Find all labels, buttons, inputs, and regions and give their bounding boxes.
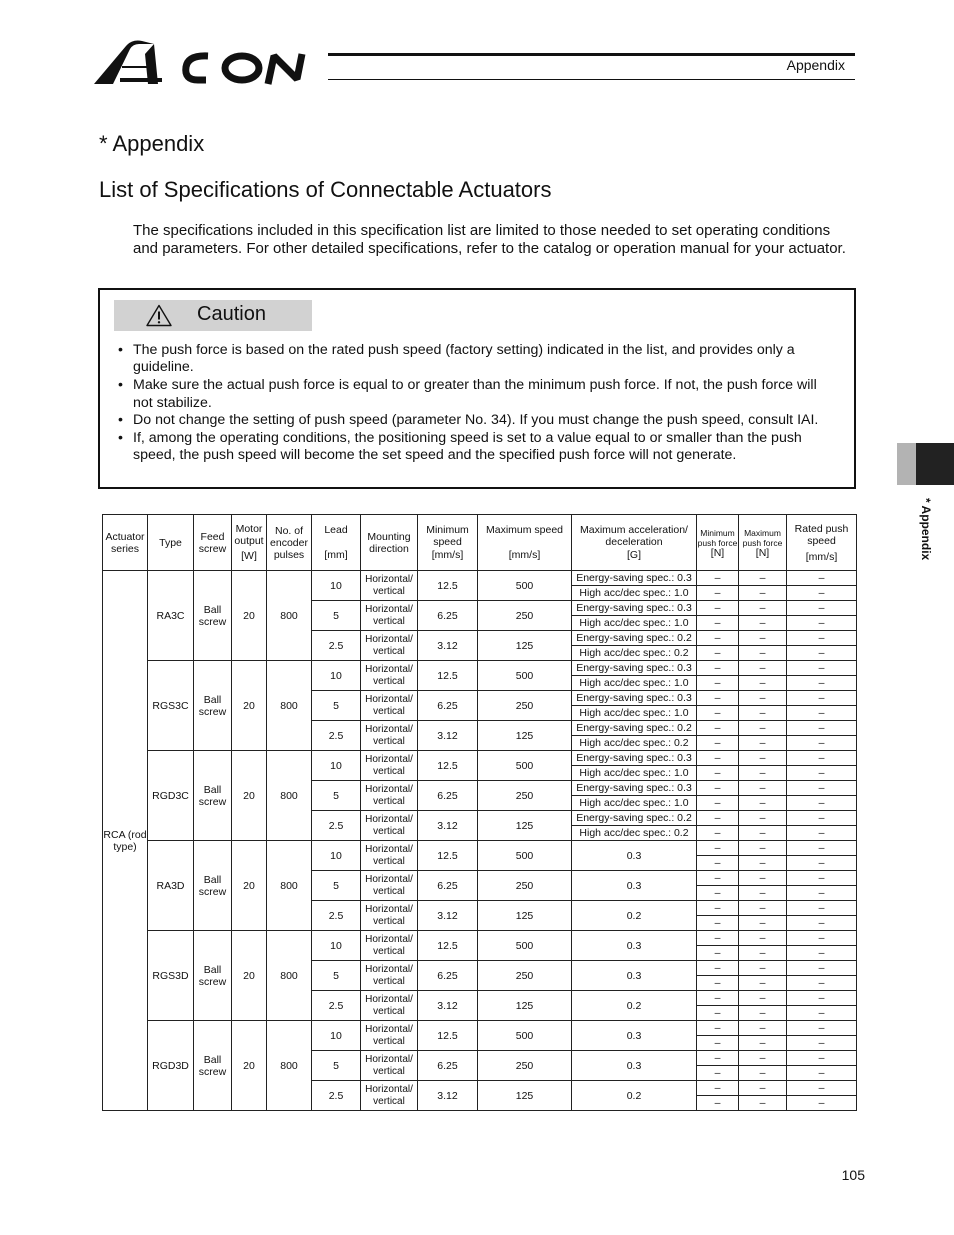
spec-table [102, 514, 857, 1111]
acceleration-cell: 0.3 [572, 1051, 697, 1081]
min-push-force-cell: – [697, 1021, 739, 1036]
min-push-force-cell: – [697, 676, 739, 691]
max-push-force-cell: – [739, 871, 787, 886]
min-push-force-cell: – [697, 886, 739, 901]
rated-push-speed-cell: – [787, 991, 857, 1006]
type-cell: RA3D [148, 841, 194, 931]
type-cell: RGD3C [148, 751, 194, 841]
caution-box [98, 288, 856, 489]
max-push-force-cell: – [739, 901, 787, 916]
header-motor-output: Motor output [W] [232, 515, 267, 571]
rated-push-speed-cell: – [787, 691, 857, 706]
lead-cell: 5 [312, 871, 361, 901]
lead-cell: 10 [312, 661, 361, 691]
max-speed-cell: 500 [478, 841, 572, 871]
acceleration-cell: 0.2 [572, 991, 697, 1021]
acceleration-cell: 0.2 [572, 901, 697, 931]
lead-cell: 2.5 [312, 631, 361, 661]
min-push-force-cell: – [697, 616, 739, 631]
feed-screw-cell: Ball screw [194, 661, 232, 751]
rated-push-speed-cell: – [787, 826, 857, 841]
caution-item: • The push force is based on the rated push speed (factory setting) indicated in the list, and provides only a guideline. [133, 342, 833, 377]
acceleration-cell: 0.3 [572, 841, 697, 871]
acceleration-cell: Energy-saving spec.: 0.3 [572, 661, 697, 676]
rated-push-speed-cell: – [787, 571, 857, 586]
max-push-force-cell: – [739, 811, 787, 826]
type-cell: RGS3C [148, 661, 194, 751]
min-speed-cell: 3.12 [418, 811, 478, 841]
feed-screw-cell: Ball screw [194, 571, 232, 661]
rated-push-speed-cell: – [787, 871, 857, 886]
header-section-label: Appendix [786, 57, 845, 73]
min-speed-cell: 3.12 [418, 631, 478, 661]
max-push-force-cell: – [739, 961, 787, 976]
max-push-force-cell: – [739, 1081, 787, 1096]
rated-push-speed-cell: – [787, 1036, 857, 1051]
lead-cell: 10 [312, 1021, 361, 1051]
max-push-force-cell: – [739, 856, 787, 871]
min-speed-cell: 12.5 [418, 931, 478, 961]
rated-push-speed-cell: – [787, 931, 857, 946]
side-tab-light [897, 443, 916, 485]
rated-push-speed-cell: – [787, 736, 857, 751]
min-push-force-cell: – [697, 721, 739, 736]
acceleration-cell: 0.3 [572, 961, 697, 991]
table-row [103, 571, 857, 586]
min-push-force-cell: – [697, 916, 739, 931]
min-push-force-cell: – [697, 631, 739, 646]
rated-push-speed-cell: – [787, 1051, 857, 1066]
rated-push-speed-cell: – [787, 706, 857, 721]
header-type: Type [148, 515, 194, 571]
mounting-direction-cell: Horizontal/ vertical [361, 631, 418, 661]
max-push-force-cell: – [739, 1096, 787, 1111]
intro-paragraph: The specifications included in this specification list are limited to those needed to set operating conditions and parameters. For other detailed specifications, refer to the catalog or operation manual for your actuator. [133, 222, 846, 257]
rated-push-speed-cell: – [787, 1096, 857, 1111]
rated-push-speed-cell: – [787, 676, 857, 691]
lead-cell: 5 [312, 601, 361, 631]
table-row [103, 1021, 857, 1036]
type-cell: RA3C [148, 571, 194, 661]
min-speed-cell: 3.12 [418, 901, 478, 931]
min-push-force-cell: – [697, 601, 739, 616]
rated-push-speed-cell: – [787, 781, 857, 796]
mounting-direction-cell: Horizontal/ vertical [361, 661, 418, 691]
rated-push-speed-cell: – [787, 886, 857, 901]
max-push-force-cell: – [739, 946, 787, 961]
encoder-pulses-cell: 800 [267, 1021, 312, 1111]
table-header-row [103, 515, 857, 571]
max-push-force-cell: – [739, 796, 787, 811]
acceleration-cell: High acc/dec spec.: 0.2 [572, 646, 697, 661]
max-speed-cell: 250 [478, 781, 572, 811]
max-push-force-cell: – [739, 691, 787, 706]
type-cell: RGD3D [148, 1021, 194, 1111]
min-push-force-cell: – [697, 706, 739, 721]
min-speed-cell: 6.25 [418, 781, 478, 811]
max-push-force-cell: – [739, 721, 787, 736]
rated-push-speed-cell: – [787, 646, 857, 661]
max-push-force-cell: – [739, 916, 787, 931]
side-tab-dark [916, 443, 954, 485]
min-push-force-cell: – [697, 571, 739, 586]
side-tab-label: * Appendix [919, 498, 933, 561]
min-push-force-cell: – [697, 781, 739, 796]
acceleration-cell: Energy-saving spec.: 0.3 [572, 601, 697, 616]
min-speed-cell: 12.5 [418, 661, 478, 691]
max-push-force-cell: – [739, 586, 787, 601]
lead-cell: 10 [312, 841, 361, 871]
max-push-force-cell: – [739, 886, 787, 901]
acceleration-cell: High acc/dec spec.: 1.0 [572, 706, 697, 721]
max-speed-cell: 250 [478, 691, 572, 721]
min-speed-cell: 6.25 [418, 871, 478, 901]
acceleration-cell: 0.2 [572, 1081, 697, 1111]
mounting-direction-cell: Horizontal/ vertical [361, 811, 418, 841]
min-push-force-cell: – [697, 841, 739, 856]
min-push-force-cell: – [697, 1006, 739, 1021]
rated-push-speed-cell: – [787, 1021, 857, 1036]
svg-text:ACON: ACON [328, 86, 331, 87]
max-push-force-cell: – [739, 736, 787, 751]
min-push-force-cell: – [697, 1051, 739, 1066]
min-speed-cell: 12.5 [418, 751, 478, 781]
max-push-force-cell: – [739, 826, 787, 841]
min-speed-cell: 12.5 [418, 1021, 478, 1051]
max-speed-cell: 500 [478, 661, 572, 691]
feed-screw-cell: Ball screw [194, 751, 232, 841]
header-rated-push-speed: Rated push speed [mm/s] [787, 515, 857, 571]
max-speed-cell: 125 [478, 721, 572, 751]
mounting-direction-cell: Horizontal/ vertical [361, 991, 418, 1021]
caution-item: • Do not change the setting of push speed (parameter No. 34). If you must change the push speed, consult IAI. [133, 412, 833, 429]
header-mounting-direction: Mounting direction [361, 515, 418, 571]
min-push-force-cell: – [697, 1036, 739, 1051]
max-speed-cell: 250 [478, 961, 572, 991]
min-push-force-cell: – [697, 856, 739, 871]
type-cell: RGS3D [148, 931, 194, 1021]
max-push-force-cell: – [739, 571, 787, 586]
rated-push-speed-cell: – [787, 1006, 857, 1021]
min-push-force-cell: – [697, 871, 739, 886]
mounting-direction-cell: Horizontal/ vertical [361, 691, 418, 721]
caution-item: • If, among the operating conditions, the positioning speed is set to a value equal to or smaller than the push speed, the push speed will become the set speed and the specified push force will not generate. [133, 430, 833, 465]
acceleration-cell: High acc/dec spec.: 1.0 [572, 676, 697, 691]
min-speed-cell: 6.25 [418, 691, 478, 721]
feed-screw-cell: Ball screw [194, 931, 232, 1021]
min-push-force-cell: – [697, 1081, 739, 1096]
max-push-force-cell: – [739, 646, 787, 661]
min-push-force-cell: – [697, 796, 739, 811]
max-speed-cell: 125 [478, 901, 572, 931]
min-push-force-cell: – [697, 991, 739, 1006]
encoder-pulses-cell: 800 [267, 751, 312, 841]
lead-cell: 2.5 [312, 811, 361, 841]
rated-push-speed-cell: – [787, 841, 857, 856]
encoder-pulses-cell: 800 [267, 841, 312, 931]
min-push-force-cell: – [697, 826, 739, 841]
mounting-direction-cell: Horizontal/ vertical [361, 961, 418, 991]
mounting-direction-cell: Horizontal/ vertical [361, 901, 418, 931]
min-push-force-cell: – [697, 586, 739, 601]
rated-push-speed-cell: – [787, 796, 857, 811]
max-speed-cell: 500 [478, 1021, 572, 1051]
min-push-force-cell: – [697, 961, 739, 976]
rated-push-speed-cell: – [787, 961, 857, 976]
acceleration-cell: High acc/dec spec.: 1.0 [572, 766, 697, 781]
acceleration-cell: High acc/dec spec.: 1.0 [572, 796, 697, 811]
min-push-force-cell: – [697, 691, 739, 706]
mounting-direction-cell: Horizontal/ vertical [361, 871, 418, 901]
header-max-acceleration: Maximum acceleration/ deceleration [G] [572, 515, 697, 571]
actuator-series-cell: RCA (rod type) [103, 571, 148, 1111]
min-push-force-cell: – [697, 751, 739, 766]
lead-cell: 2.5 [312, 721, 361, 751]
min-push-force-cell: – [697, 811, 739, 826]
max-speed-cell: 125 [478, 811, 572, 841]
feed-screw-cell: Ball screw [194, 841, 232, 931]
max-speed-cell: 125 [478, 991, 572, 1021]
acceleration-cell: High acc/dec spec.: 0.2 [572, 826, 697, 841]
lead-cell: 5 [312, 691, 361, 721]
acceleration-cell: 0.3 [572, 931, 697, 961]
min-push-force-cell: – [697, 1096, 739, 1111]
rated-push-speed-cell: – [787, 1066, 857, 1081]
rated-push-speed-cell: – [787, 946, 857, 961]
mounting-direction-cell: Horizontal/ vertical [361, 781, 418, 811]
max-speed-cell: 500 [478, 571, 572, 601]
page-heading: * Appendix [99, 131, 205, 156]
max-push-force-cell: – [739, 841, 787, 856]
rated-push-speed-cell: – [787, 766, 857, 781]
warning-triangle-icon [146, 304, 172, 327]
lead-cell: 2.5 [312, 901, 361, 931]
motor-output-cell: 20 [232, 1021, 267, 1111]
max-push-force-cell: – [739, 1006, 787, 1021]
encoder-pulses-cell: 800 [267, 571, 312, 661]
min-speed-cell: 3.12 [418, 1081, 478, 1111]
rated-push-speed-cell: – [787, 1081, 857, 1096]
table-row [103, 931, 857, 946]
header-encoder-pulses: No. of encoder pulses [267, 515, 312, 571]
header-actuator-series: Actuator series [103, 515, 148, 571]
rated-push-speed-cell: – [787, 856, 857, 871]
lead-cell: 10 [312, 751, 361, 781]
rated-push-speed-cell: – [787, 901, 857, 916]
rated-push-speed-cell: – [787, 721, 857, 736]
min-speed-cell: 3.12 [418, 721, 478, 751]
rated-push-speed-cell: – [787, 586, 857, 601]
max-push-force-cell: – [739, 781, 787, 796]
rated-push-speed-cell: – [787, 976, 857, 991]
acceleration-cell: Energy-saving spec.: 0.3 [572, 751, 697, 766]
rated-push-speed-cell: – [787, 916, 857, 931]
acceleration-cell: Energy-saving spec.: 0.2 [572, 721, 697, 736]
acceleration-cell: 0.3 [572, 871, 697, 901]
acceleration-cell: Energy-saving spec.: 0.2 [572, 811, 697, 826]
lead-cell: 2.5 [312, 991, 361, 1021]
page-number: 105 [841, 1167, 865, 1183]
min-push-force-cell: – [697, 736, 739, 751]
max-speed-cell: 125 [478, 1081, 572, 1111]
header-lead: Lead [mm] [312, 515, 361, 571]
rated-push-speed-cell: – [787, 751, 857, 766]
caution-list [100, 342, 833, 465]
table-row [103, 751, 857, 766]
acon-logo [92, 40, 331, 87]
max-speed-cell: 125 [478, 631, 572, 661]
min-speed-cell: 12.5 [418, 571, 478, 601]
mounting-direction-cell: Horizontal/ vertical [361, 841, 418, 871]
acceleration-cell: Energy-saving spec.: 0.3 [572, 781, 697, 796]
header-max-push-force: Maximum push force [N] [739, 515, 787, 571]
caution-item: • Make sure the actual push force is equal to or greater than the minimum push force. If not, the push force will not stabilize. [133, 377, 833, 412]
lead-cell: 5 [312, 781, 361, 811]
caution-header [114, 300, 312, 331]
acceleration-cell: High acc/dec spec.: 1.0 [572, 586, 697, 601]
spec-table-body [103, 571, 857, 1111]
lead-cell: 10 [312, 571, 361, 601]
acceleration-cell: Energy-saving spec.: 0.3 [572, 571, 697, 586]
motor-output-cell: 20 [232, 751, 267, 841]
max-push-force-cell: – [739, 931, 787, 946]
max-push-force-cell: – [739, 676, 787, 691]
page-title: List of Specifications of Connectable Actuators [99, 177, 552, 202]
rated-push-speed-cell: – [787, 661, 857, 676]
min-push-force-cell: – [697, 1066, 739, 1081]
min-push-force-cell: – [697, 976, 739, 991]
motor-output-cell: 20 [232, 661, 267, 751]
motor-output-cell: 20 [232, 571, 267, 661]
min-push-force-cell: – [697, 661, 739, 676]
header-min-push-force: Minimum push force [N] [697, 515, 739, 571]
min-speed-cell: 12.5 [418, 841, 478, 871]
min-push-force-cell: – [697, 931, 739, 946]
max-push-force-cell: – [739, 706, 787, 721]
max-push-force-cell: – [739, 751, 787, 766]
motor-output-cell: 20 [232, 931, 267, 1021]
max-push-force-cell: – [739, 766, 787, 781]
header-max-speed: Maximum speed [mm/s] [478, 515, 572, 571]
rated-push-speed-cell: – [787, 811, 857, 826]
max-speed-cell: 250 [478, 1051, 572, 1081]
caution-label: Caution [197, 303, 266, 325]
acceleration-cell: 0.3 [572, 1021, 697, 1051]
min-speed-cell: 6.25 [418, 961, 478, 991]
acceleration-cell: Energy-saving spec.: 0.2 [572, 631, 697, 646]
max-push-force-cell: – [739, 991, 787, 1006]
rated-push-speed-cell: – [787, 601, 857, 616]
max-push-force-cell: – [739, 976, 787, 991]
max-push-force-cell: – [739, 1036, 787, 1051]
min-push-force-cell: – [697, 766, 739, 781]
max-push-force-cell: – [739, 616, 787, 631]
rated-push-speed-cell: – [787, 616, 857, 631]
header-feed-screw: Feed screw [194, 515, 232, 571]
max-speed-cell: 500 [478, 751, 572, 781]
lead-cell: 5 [312, 961, 361, 991]
mounting-direction-cell: Horizontal/ vertical [361, 721, 418, 751]
header-rule-bottom [328, 79, 855, 80]
motor-output-cell: 20 [232, 841, 267, 931]
max-push-force-cell: – [739, 1066, 787, 1081]
mounting-direction-cell: Horizontal/ vertical [361, 931, 418, 961]
mounting-direction-cell: Horizontal/ vertical [361, 1081, 418, 1111]
max-speed-cell: 250 [478, 871, 572, 901]
max-push-force-cell: – [739, 1051, 787, 1066]
mounting-direction-cell: Horizontal/ vertical [361, 1051, 418, 1081]
max-push-force-cell: – [739, 601, 787, 616]
acceleration-cell: High acc/dec spec.: 0.2 [572, 736, 697, 751]
min-speed-cell: 6.25 [418, 601, 478, 631]
max-speed-cell: 500 [478, 931, 572, 961]
max-speed-cell: 250 [478, 601, 572, 631]
lead-cell: 5 [312, 1051, 361, 1081]
acceleration-cell: High acc/dec spec.: 1.0 [572, 616, 697, 631]
min-push-force-cell: – [697, 646, 739, 661]
lead-cell: 10 [312, 931, 361, 961]
table-row [103, 841, 857, 856]
max-push-force-cell: – [739, 631, 787, 646]
feed-screw-cell: Ball screw [194, 1021, 232, 1111]
min-speed-cell: 3.12 [418, 991, 478, 1021]
mounting-direction-cell: Horizontal/ vertical [361, 601, 418, 631]
encoder-pulses-cell: 800 [267, 661, 312, 751]
header-rule-top [328, 53, 855, 56]
table-row [103, 661, 857, 676]
lead-cell: 2.5 [312, 1081, 361, 1111]
max-push-force-cell: – [739, 661, 787, 676]
mounting-direction-cell: Horizontal/ vertical [361, 571, 418, 601]
min-push-force-cell: – [697, 901, 739, 916]
header-min-speed: Minimum speed [mm/s] [418, 515, 478, 571]
rated-push-speed-cell: – [787, 631, 857, 646]
encoder-pulses-cell: 800 [267, 931, 312, 1021]
min-speed-cell: 6.25 [418, 1051, 478, 1081]
mounting-direction-cell: Horizontal/ vertical [361, 751, 418, 781]
max-push-force-cell: – [739, 1021, 787, 1036]
acceleration-cell: Energy-saving spec.: 0.3 [572, 691, 697, 706]
mounting-direction-cell: Horizontal/ vertical [361, 1021, 418, 1051]
min-push-force-cell: – [697, 946, 739, 961]
